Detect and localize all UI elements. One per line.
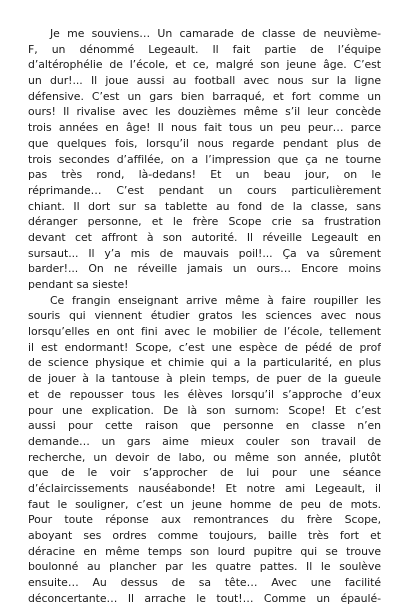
- body-text: [28, 26, 381, 606]
- text-line: d’éclaircissements nauséabonde! Et notre ami Legeault, il: [28, 481, 381, 495]
- text-line: réprimande… C’est pendant un cours particulièrement: [28, 183, 381, 197]
- text-line: faut le souligner, c’est un jeune homme de peu de mots.: [28, 497, 381, 511]
- text-line: de science physique et chimie qui a la particularité, en plus: [28, 356, 381, 370]
- text-line: lorsqu’elles en ont fini avec le mobilier de l’école, tellement: [28, 325, 381, 339]
- text-line: boulonné au plancher par les quatre pattes. Il le soulève: [28, 560, 381, 574]
- text-line: recherche, un devoir de labo, ou même son année, plutôt: [28, 450, 381, 464]
- text-line: défensive. C’est un gars bien barraqué, et fort comme un: [28, 89, 381, 103]
- text-line: trois secondes d’affilée, on a l’impression que ça ne tourne: [28, 152, 381, 166]
- text-line: Pour toute réponse aux remontrances du frère Scope,: [28, 513, 381, 527]
- text-line: demande… un gars aime mieux couler son travail de: [28, 434, 381, 448]
- text-line: F, un dénommé Legeault. Il fait partie de l’équipe: [28, 42, 381, 56]
- text-line: barder!... On ne réveille jamais un ours… Encore moins: [28, 262, 381, 276]
- text-line: il est endormant! Scope, c’est une espèce de pédé de prof: [28, 340, 381, 354]
- text-line: d’altérophélie de l’école, et ce, malgré son jeune âge. C’est: [28, 58, 381, 72]
- text-line: ours! Il rivalise avec les douzièmes même s’il leur concède: [28, 105, 381, 119]
- text-line: que de le voir s’approcher de lui pour une séance: [28, 466, 381, 480]
- paragraph-1: [28, 26, 381, 293]
- text-line: aussi pour cette raison que personne en classe n’en: [28, 419, 381, 433]
- text-line: pendant sa sieste!: [28, 278, 129, 291]
- text-line: devant cet affront à son autorité. Il réveille Legeault en: [28, 230, 381, 244]
- text-line: de jouer à la tantouse à plein temps, de puer de la gueule: [28, 372, 381, 386]
- text-line: Je me souviens… Un camarade de classe de neuvième-: [50, 27, 381, 40]
- paragraph-2: [28, 293, 381, 606]
- text-line: déranger personne, et le frère Scope crie sa frustration: [28, 215, 381, 229]
- text-line: que quelques fois, lorsqu’il nous regarde pendant plus de: [28, 136, 381, 150]
- text-line: Ce frangin enseignant arrive même à faire roupiller les: [50, 293, 381, 307]
- text-line: déconcertante… Il arrache le tout!… Comme un épaulé-: [28, 591, 381, 605]
- text-line: un dur!... Il joue aussi au football avec nous sur la ligne: [28, 74, 381, 88]
- text-line: sursaut... Il y’a mis de mauvais poil!... Ça va sûrement: [28, 246, 381, 260]
- text-line: chiant. Il dort sur sa tablette au fond de la classe, sans: [28, 199, 381, 213]
- text-line: ensuite… Au dessus de sa tête… Avec une facilité: [28, 576, 381, 590]
- text-line: pas très rond, là-dedans! Et un beau jour, on le: [28, 168, 381, 182]
- text-line: et de repousser tous les élèves lorsqu’il s’approche d’eux: [28, 387, 381, 401]
- text-line: pour une explication. De là son surnom: Scope! Et c’est: [28, 403, 381, 417]
- text-line: aboyant ses ordres comme toujours, baille très fort et: [28, 529, 381, 542]
- text-line: souris qui viennent étudier gratos les sciences avec nous: [28, 309, 381, 323]
- text-line: déracine en même temps son lourd pupitre qui se trouve: [28, 544, 381, 558]
- text-line: trois années en âge! Il nous fait tous un peu peur… parce: [28, 121, 381, 135]
